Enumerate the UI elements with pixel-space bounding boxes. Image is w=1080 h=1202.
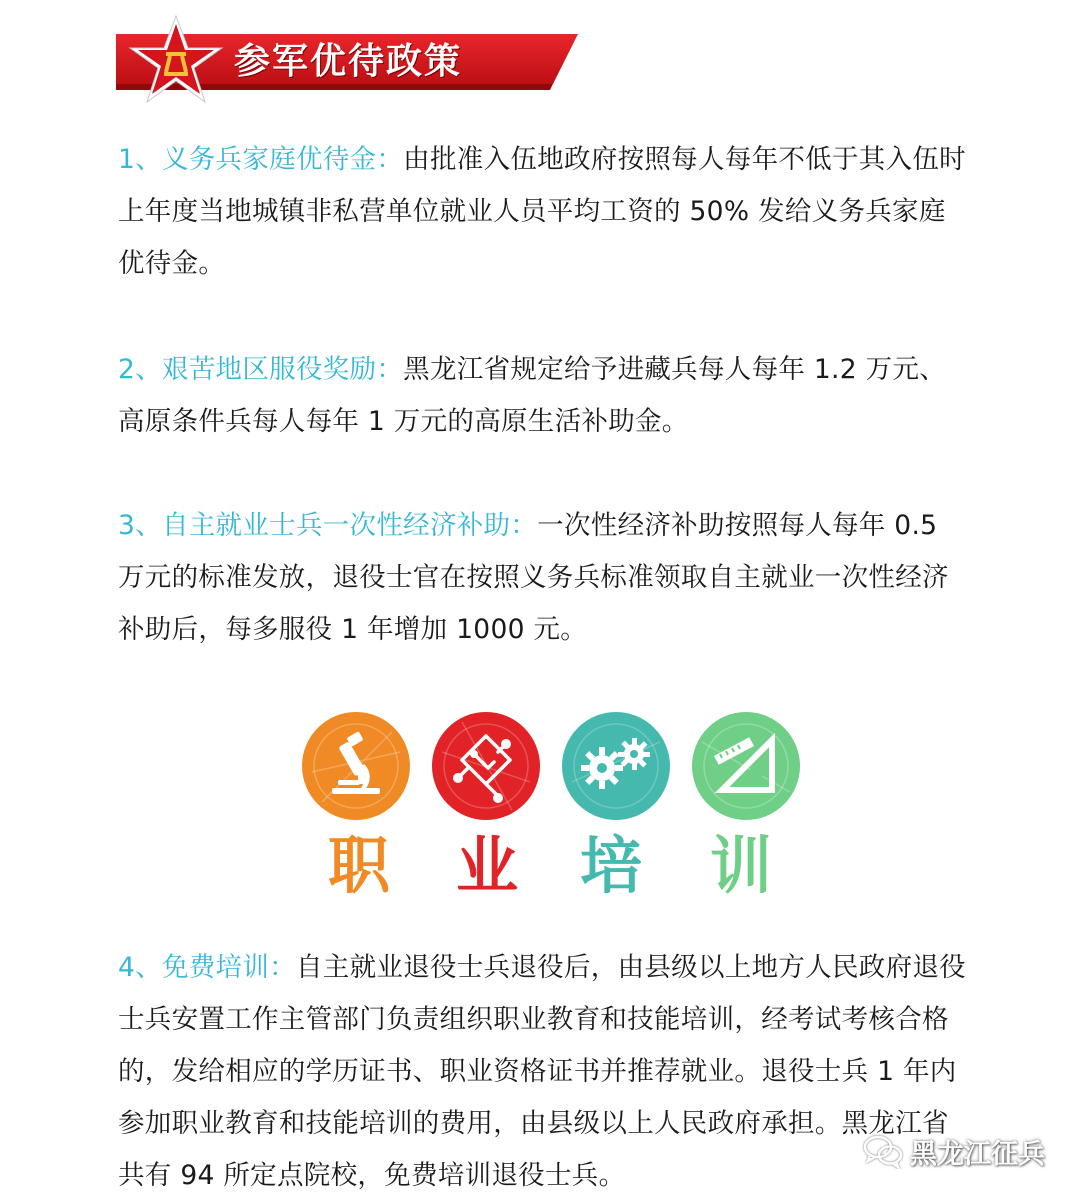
army-star-icon [126,14,226,108]
page-title: 参军优待政策 [234,41,463,82]
ruler-triangle-icon [692,712,800,820]
policy-item-body: 由批准入伍地政府按照每人每年不低于其入伍时上年度当地城镇非私营单位就业人员平均工资的 50% 发给义务兵家庭优待金。 [118,144,966,279]
policy-item-3 [118,500,970,656]
label-char-1: 职 [327,829,390,902]
policy-item-title: 1、义务兵家庭优待金： [118,144,404,175]
policy-item-title: 3、自主就业士兵一次性经济补助： [118,510,538,541]
policy-item-body: 黑龙江省规定给予进藏兵每人每年 1.2 万元、高原条件兵每人每年 1 万元的高原生活补助金。 [118,354,947,437]
microscope-icon [302,712,410,820]
policy-item-4 [118,942,970,1202]
training-icons-row [302,712,802,822]
circuit-icon [432,712,540,820]
label-char-4: 训 [709,829,772,902]
gears-icon [562,712,670,820]
policy-item-body: 自主就业退役士兵退役后，由县级以上地方人民政府退役士兵安置工作主管部门负责组织职业教育和技能培训，经考试考核合格的，发给相应的学历证书、职业资格证书并推荐就业。退役士兵 1 年内参加职业教育和技能培训的费用，由县级以上人民政府承担。黑龙江省共有 94 所定点院校，免费培训退役士兵。 [118,952,966,1191]
label-char-3: 培 [579,829,642,902]
policy-item-title: 4、免费培训： [118,952,296,983]
watermark-text: 黑龙江征兵 [910,1138,1045,1170]
policy-item-2 [118,344,970,448]
policy-item-title: 2、艰苦地区服役奖励： [118,354,404,385]
account-watermark [862,1130,1045,1172]
policy-item-body: 一次性经济补助按照每人每年 0.5 万元的标准发放，退役士官在按照义务兵标准领取自主就业一次性经济补助后，每多服役 1 年增加 1000 元。 [118,510,949,645]
label-char-2: 业 [455,829,518,902]
wechat-icon [862,1133,904,1169]
policy-item-1 [118,134,970,290]
